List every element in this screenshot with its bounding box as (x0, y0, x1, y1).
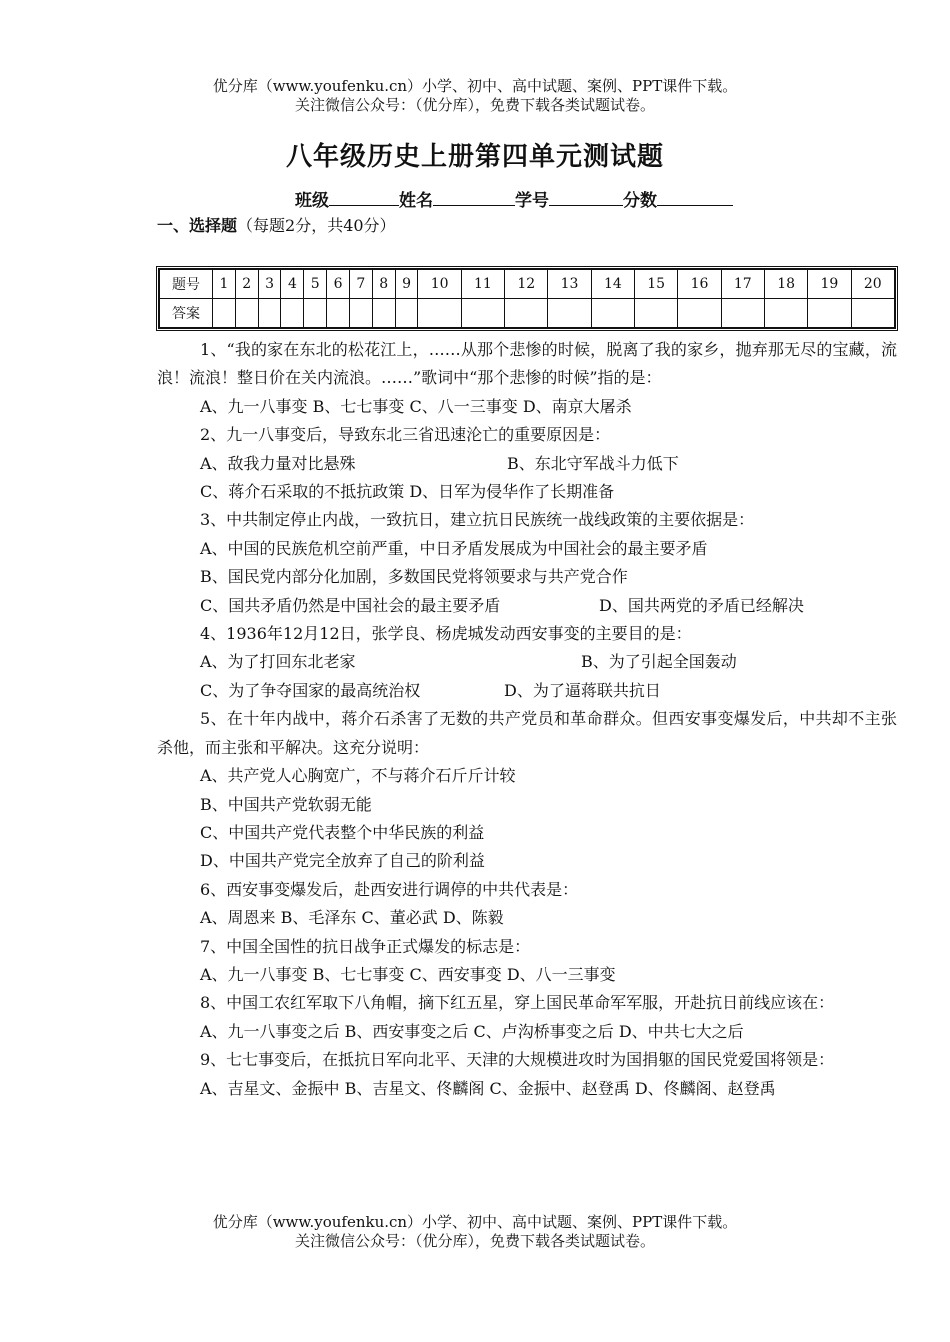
question-7-options: A、九一八事变 B、七七事变 C、西安事变 D、八一三事变 (200, 964, 616, 984)
number-label: 学号 (515, 191, 549, 211)
class-label: 班级 (295, 191, 329, 211)
question-9-options: A、吉星文、金振中 B、吉星文、佟麟阁 C、金振中、赵登禹 D、佟麟阁、赵登禹 (200, 1078, 776, 1098)
answer-cell[interactable] (808, 299, 851, 328)
question-3-stem: 3、中共制定停止内战，一致抗日，建立抗日民族统一战线政策的主要依据是： (200, 510, 755, 530)
name-blank (433, 189, 515, 206)
question-4-option-b: B、为了引起全国轰动 (581, 652, 737, 672)
question-3-option-b: B、国民党内部分化加剧，多数国民党将领要求与共产党合作 (200, 567, 628, 587)
question-1-stem: 1、“我的家在东北的松花江上，……从那个悲惨的时候，脱离了我的家乡，抛弃那无尽的宝藏，流浪！流浪！整日价在关内流浪。……”歌词中“那个悲惨的时候”指的是： (157, 340, 897, 388)
question-4-option-a: A、为了打回东北老家 (200, 652, 356, 672)
answer-cell[interactable] (764, 299, 807, 328)
question-3-option-c: C、国共矛盾仍然是中国社会的最主要矛盾 (200, 595, 501, 615)
question-number-label: 题号 (160, 270, 213, 299)
number-blank (549, 189, 623, 206)
question-number-cell: 17 (721, 270, 764, 299)
answer-row (160, 299, 895, 328)
question-3-option-a: A、中国的民族危机空前严重，中日矛盾发展成为中国社会的最主要矛盾 (200, 538, 708, 558)
footer-line-2: 关注微信公众号：（优分库），免费下载各类试题试卷。 (294, 1232, 655, 1250)
question-5-option-c: C、中国共产党代表整个中华民族的利益 (200, 822, 485, 842)
question-4-stem: 4、1936年12月12日，张学良、杨虎城发动西安事变的主要目的是： (200, 624, 692, 644)
question-4-options-cd (157, 677, 897, 705)
question-1-options: A、九一八事变 B、七七事变 C、八一三事变 D、南京大屠杀 (200, 396, 632, 416)
question-2-option-b: B、东北守军战斗力低下 (507, 453, 679, 473)
answer-cell[interactable] (505, 299, 548, 328)
answer-table (156, 266, 898, 331)
header-line-2: 关注微信公众号：（优分库），免费下载各类试题试卷。 (294, 96, 655, 114)
name-label: 姓名 (399, 191, 433, 211)
answer-cell[interactable] (721, 299, 764, 328)
question-3-option-d: D、国共两党的矛盾已经解决 (599, 595, 804, 615)
answer-cell[interactable] (281, 299, 304, 328)
question-5-option-a: A、共产党人心胸宽广，不与蒋介石斤斤计较 (200, 766, 516, 786)
question-2-stem: 2、九一八事变后，导致东北三省迅速沦亡的重要原因是： (200, 425, 611, 445)
class-blank (329, 189, 399, 206)
score-label: 分数 (623, 191, 657, 211)
student-info-line (295, 186, 733, 211)
question-number-cell: 12 (505, 270, 548, 299)
question-number-cell: 8 (372, 270, 395, 299)
question-number-cell: 19 (808, 270, 851, 299)
question-number-cell: 9 (395, 270, 418, 299)
answer-cell[interactable] (349, 299, 372, 328)
answer-cell[interactable] (591, 299, 634, 328)
question-4-option-d: D、为了逼蒋联共抗日 (504, 680, 661, 700)
question-9-stem: 9、七七事变后，在抵抗日军向北平、天津的大规模进攻时为国捐躯的国民党爱国将领是： (200, 1050, 835, 1070)
answer-cell[interactable] (461, 299, 504, 328)
question-number-cell: 3 (258, 270, 281, 299)
header-line-1: 优分库（www.youfenku.cn）小学、初中、高中试题、案例、PPT课件下载。 (212, 77, 738, 95)
question-number-cell: 16 (678, 270, 721, 299)
question-number-cell: 20 (851, 270, 894, 299)
question-number-cell: 1 (213, 270, 236, 299)
score-blank (657, 189, 733, 206)
answer-cell[interactable] (304, 299, 327, 328)
question-6-stem: 6、西安事变爆发后，赴西安进行调停的中共代表是： (200, 879, 579, 899)
answer-cell[interactable] (235, 299, 258, 328)
question-4-option-c: C、为了争夺国家的最高统治权 (200, 680, 421, 700)
question-number-cell: 4 (281, 270, 304, 299)
question-5-stem: 5、在十年内战中，蒋介石杀害了无数的共产党员和革命群众。但西安事变爆发后，中共却不主张杀他，而主张和平解决。这充分说明： (157, 709, 897, 757)
answer-cell[interactable] (851, 299, 894, 328)
page-footer (0, 1213, 950, 1251)
footer-line-1: 优分库（www.youfenku.cn）小学、初中、高中试题、案例、PPT课件下载。 (212, 1213, 738, 1231)
answer-cell[interactable] (635, 299, 678, 328)
question-number-cell: 11 (461, 270, 504, 299)
question-6-options: A、周恩来 B、毛泽东 C、董必武 D、陈毅 (200, 908, 504, 928)
page-title: 八年级历史上册第四单元测试题 (285, 142, 664, 172)
question-3-options-cd (157, 592, 897, 620)
question-number-cell: 10 (418, 270, 461, 299)
question-number-cell: 5 (304, 270, 327, 299)
section-title: 一、选择题 (157, 216, 238, 235)
question-number-cell: 7 (349, 270, 372, 299)
question-list (157, 336, 897, 1103)
question-number-cell: 2 (235, 270, 258, 299)
question-4-options-ab (157, 648, 897, 676)
answer-cell[interactable] (418, 299, 461, 328)
answer-cell[interactable] (213, 299, 236, 328)
question-2-options-cd: C、蒋介石采取的不抵抗政策 D、日军为侵华作了长期准备 (200, 482, 615, 502)
answer-cell[interactable] (395, 299, 418, 328)
question-8-options: A、九一八事变之后 B、西安事变之后 C、卢沟桥事变之后 D、中共七大之后 (200, 1021, 744, 1041)
question-5-option-d: D、中国共产党完全放弃了自己的阶利益 (200, 851, 485, 871)
question-5-option-b: B、中国共产党软弱无能 (200, 794, 372, 814)
answer-cell[interactable] (548, 299, 591, 328)
answer-cell[interactable] (258, 299, 281, 328)
question-number-row (160, 270, 895, 299)
answer-cell[interactable] (678, 299, 721, 328)
question-2-option-a: A、敌我力量对比悬殊 (200, 453, 356, 473)
answer-cell[interactable] (327, 299, 350, 328)
question-number-cell: 13 (548, 270, 591, 299)
question-2-options-ab (157, 450, 897, 478)
section-heading (157, 213, 396, 236)
question-number-cell: 14 (591, 270, 634, 299)
question-number-cell: 15 (635, 270, 678, 299)
section-note: （每题2分，共40分） (237, 216, 396, 235)
page-header (0, 77, 950, 115)
answer-label: 答案 (160, 299, 213, 328)
question-number-cell: 6 (327, 270, 350, 299)
question-number-cell: 18 (764, 270, 807, 299)
question-7-stem: 7、中国全国性的抗日战争正式爆发的标志是： (200, 936, 531, 956)
question-8-stem: 8、中国工农红军取下八角帽，摘下红五星，穿上国民革命军军服，开赴抗日前线应该在： (200, 993, 835, 1013)
answer-cell[interactable] (372, 299, 395, 328)
